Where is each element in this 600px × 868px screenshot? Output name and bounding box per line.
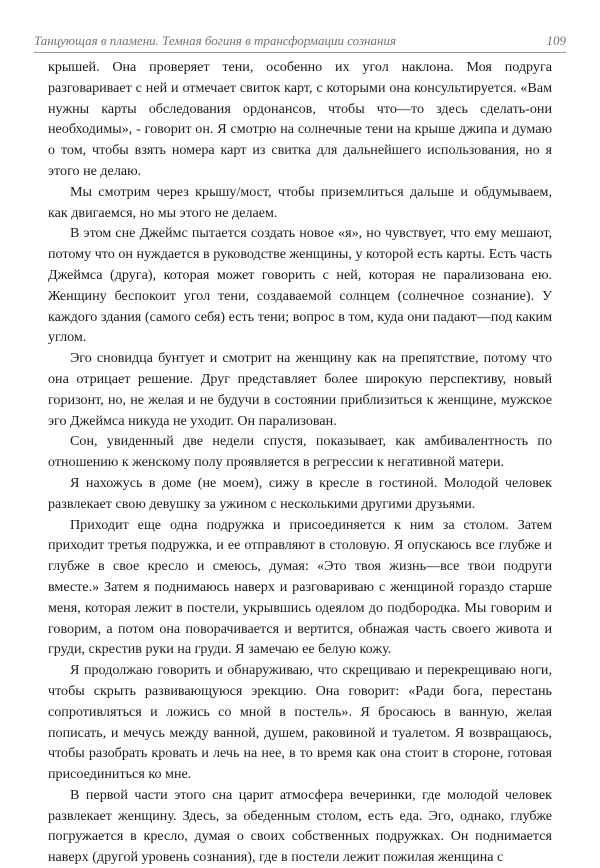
paragraph: В этом сне Джеймс пытается создать новое «я», но чувствует, что ему мешают, потому что он нуждается в руководстве женщины, у которой есть карты. Есть часть Джеймса (друга), которая может говорить с ней, которая не парализована ею. Женщину беспокоит угол тени, создаваемой солнцем (солнечное сознание). У каждого здания (самого себя) есть тени; вопрос в том, куда они падают—под каким углом. (48, 225, 552, 346)
paragraph: крышей. Она проверяет тени, особенно их угол наклона. Моя подруга разговаривает с ней и отмечает свиток карт, с которыми она консультируется. «Вам нужны карты обследования ордонансов, чтобы что—то здесь сделать-они необходимы», - говорит он. Я смотрю на солнечные тени на крыше джипа и думаю о том, чтобы взять номера карт из свитка для дальнейшего использования, но я этого не делаю. (48, 59, 552, 179)
paragraph: Мы смотрим через крышу/мост, чтобы приземлиться дальше и обдумываем, как двигаемся, но мы этого не делаем. (48, 183, 552, 221)
body-text (48, 57, 552, 868)
paragraph: Приходит еще одна подружка и присоединяется к ним за столом. Затем приходит третья подружка, и ее отправляют в столовую. Я опускаюсь все глубже и глубже в свое кресло и смеюсь, думая: «Это твоя жизнь—все твои подруги вместе.» Затем я поднимаюсь наверх и разговариваю с женщиной гораздо старше меня, которая лежит в постели, укрывшись одеялом до подбородка. Мы говорим и говорим, а потом она поворачивается и вертится, обнажая часть своего живота и груди, скрестив руки на груди. Я замечаю ее белую кожу. (48, 516, 552, 658)
page-number: 109 (546, 33, 566, 48)
paragraph: Эго сновидца бунтует и смотрит на женщину как на препятствие, потому что она отрицает решение. Друг представляет более широкую перспективу, новый горизонт, но, не желая и не будучи в состоянии приблизиться к женщине, мужское эго Джеймса никуда не уходит. Он парализован. (48, 350, 552, 429)
paragraph: Я продолжаю говорить и обнаруживаю, что скрещиваю и перекрещиваю ноги, чтобы скрыть развивающуюся эрекцию. Она говорит: «Ради бога, перестань сопротивляться и ложись со мной в постель». Я бросаюсь в ванную, желая пописать, и мечусь между ванной, душем, раковиной и туалетом. Я возвращаюсь, чтобы разобрать кровать и лечь на нее, в то время как она стоит в стороне, готовая присоединиться ко мне. (48, 662, 552, 783)
paragraph: Сон, увиденный две недели спустя, показывает, как амбивалентность по отношению к женскому полу проявляется в регрессии к негативной матери. (48, 433, 552, 471)
running-header (34, 32, 566, 53)
paragraph: Я нахожусь в доме (не моем), сижу в кресле в гостиной. Молодой человек развлекает свою девушку за ужином с несколькими другими друзьями. (48, 474, 552, 512)
paragraph: В первой части этого сна царит атмосфера вечеринки, где молодой человек развлекает женщину. Здесь, за обеденным столом, есть еда. Эго, однако, глубже погружается в кресло, думая о своих собственных подружках. Он поднимается наверх (другой уровень сознания), где в постели лежит пожилая женщина с (48, 786, 552, 866)
running-title: Танцующая в пламени. Темная богиня в трансформации сознания (34, 33, 396, 48)
